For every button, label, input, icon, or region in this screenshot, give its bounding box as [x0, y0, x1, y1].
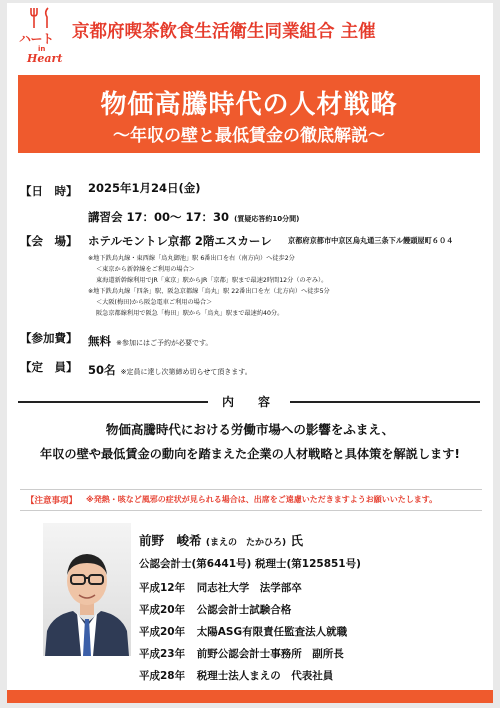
fee-label: 【参加費】: [20, 331, 78, 345]
logo-text-ja: ハート: [19, 32, 54, 46]
fee-value: 無料: [88, 334, 111, 348]
caution-box: [20, 489, 482, 511]
history-row: [139, 602, 291, 617]
access-line: 阪急京都線利用で阪急「梅田」駅から「烏丸」駅まで最速約40分。: [96, 310, 284, 317]
time-note: (質疑応答約10分間): [234, 215, 300, 223]
content-line-2: 年収の壁や最低賃金の動向を踏まえた企業の人材戦略と具体策を解説します!: [40, 447, 460, 461]
logo-text-in: in: [38, 45, 46, 53]
time-row: [88, 206, 299, 225]
access-line: ※地下鉄烏丸線・東西線「烏丸御池」駅 6番出口を右（南方向）へ徒歩2分: [88, 255, 295, 262]
sub-title: 〜年収の壁と最低賃金の徹底解説〜: [113, 126, 385, 146]
speaker-portrait: [43, 523, 131, 656]
history-row: [139, 580, 302, 595]
speaker-credentials: 公認会計士(第6441号) 税理士(第125851号): [139, 558, 361, 570]
caution-text: ※発熱・咳など風邪の症状が見られる場合は、出席をご遠慮いただきますようお願いいたします。: [86, 495, 438, 504]
main-title: 物価高騰時代の人材戦略: [100, 90, 398, 120]
heart-logo: [16, 6, 66, 64]
history-text: 公認会計士試験合格: [196, 604, 292, 616]
speaker-honorific: 氏: [290, 533, 303, 548]
history-text: 太陽ASG有限責任監査法人就職: [196, 626, 348, 638]
venue-name: ホテルモントレ京都 2階エスカーレ: [88, 234, 272, 248]
footer-bar: [7, 690, 493, 703]
organizer-title: 京都府喫茶飲食生活衛生同業組合 主催: [72, 22, 376, 42]
history-text: 税理士法人まえの 代表社員: [196, 670, 334, 682]
title-banner: [18, 75, 480, 153]
history-year: 平成12年: [139, 582, 186, 594]
venue-label: 【会 場】: [20, 234, 78, 248]
history-row: [139, 624, 347, 639]
fee-row: [88, 330, 212, 349]
history-year: 平成23年: [139, 648, 186, 660]
access-line: ＜大阪(梅田)から阪急電車ご利用の場合＞: [96, 299, 213, 306]
access-line: ＜東京から新幹線をご利用の場合＞: [96, 266, 195, 273]
logo-text-en: Heart: [27, 52, 63, 65]
history-row: [139, 668, 333, 683]
content-line-1: 物価高騰時代における労働市場への影響をふまえ、: [105, 422, 395, 437]
content-heading-text: 内 容: [221, 395, 276, 409]
speaker-name: 前野 峻希: [139, 533, 202, 548]
history-year: 平成20年: [139, 604, 186, 616]
caution-label: 【注意事項】: [26, 496, 78, 506]
history-text: 同志社大学 法学部卒: [196, 582, 302, 594]
access-line: ※地下鉄烏丸線「四条」駅、阪急京都線「烏丸」駅 22番出口を左（北方向）へ徒歩5分: [88, 288, 330, 295]
capacity-row: [88, 359, 252, 378]
fee-note: ※参加にはご予約が必要です。: [116, 339, 213, 347]
date-value: 2025年1月24日(金): [88, 181, 201, 195]
content-heading: [18, 395, 480, 407]
time-value: 講習会 17：00〜 17：30: [88, 210, 230, 224]
capacity-value: 50名: [88, 363, 116, 377]
speaker-reading: (まえの たかひろ): [205, 538, 287, 548]
history-row: [139, 646, 344, 661]
access-line: 東海道新幹線利用でJR「東京」駅からJR「京都」駅まで最速2時間12分（のぞみ）。: [96, 277, 328, 284]
speaker-name-row: [139, 531, 303, 549]
date-row: [20, 180, 78, 199]
cutlery-icon: [28, 6, 56, 30]
speaker-photo: [43, 523, 131, 656]
capacity-label: 【定 員】: [20, 360, 78, 374]
venue-address: 京都府京都市中京区烏丸通三条下ル饅頭屋町６０４: [288, 236, 454, 245]
history-text: 前野公認会計士事務所 副所長: [196, 648, 344, 660]
history-year: 平成20年: [139, 626, 186, 638]
date-label: 【日 時】: [20, 184, 78, 198]
capacity-note: ※定員に達し次第締め切らせて頂きます。: [120, 368, 252, 376]
history-year: 平成28年: [139, 670, 186, 682]
divider: [290, 401, 480, 403]
